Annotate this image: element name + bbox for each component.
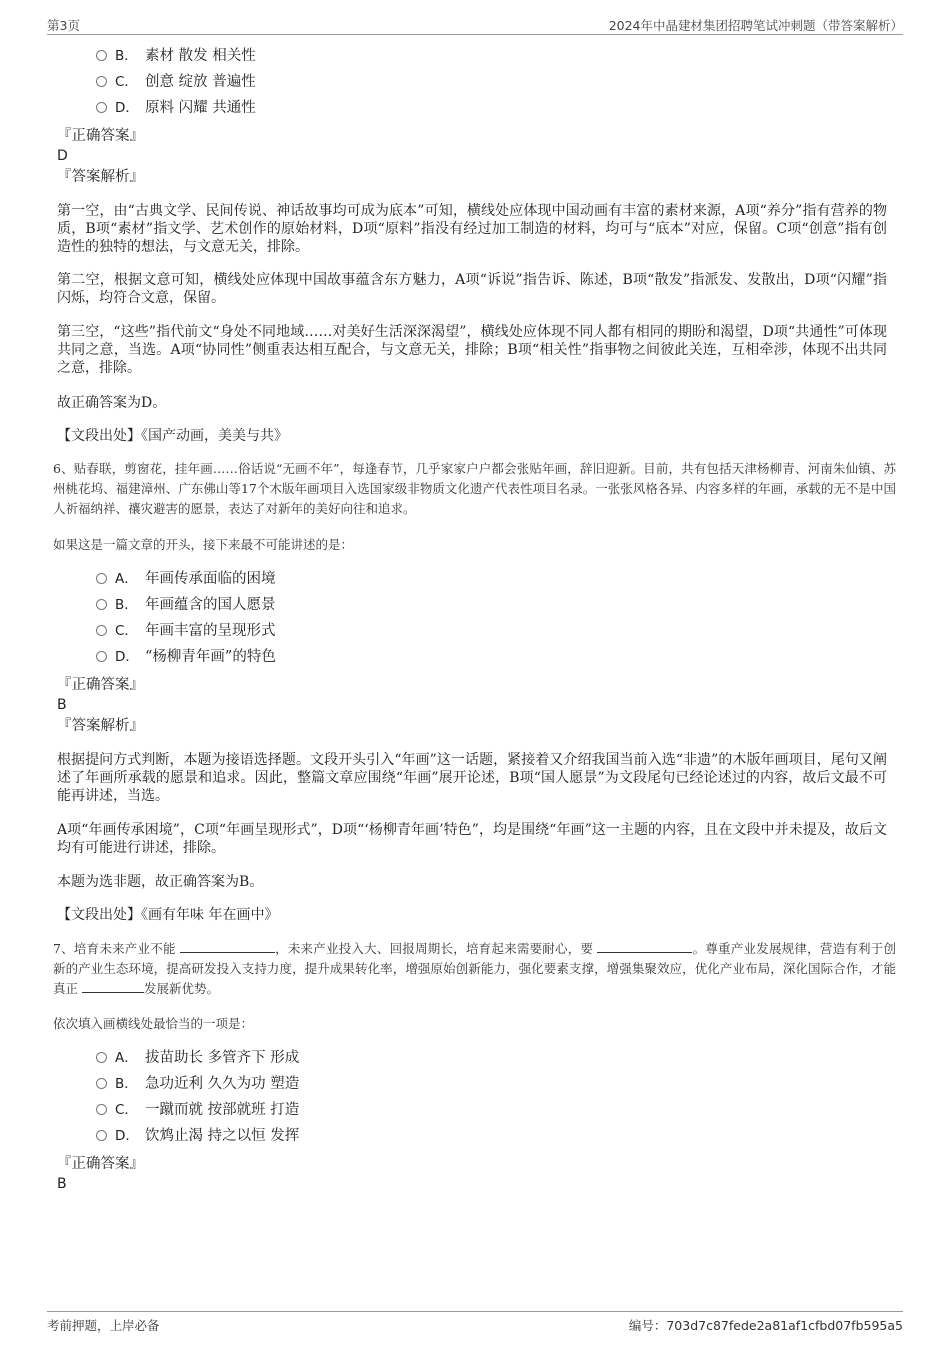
blank-3 [82,980,144,993]
q6-analysis-paragraph: 根据提问方式判断，本题为接语选择题。文段开头引入“年画”这一话题，紧接着又介绍我国当前入选“非遗”的木版年画项目，尾句又阐述了年画所承载的愿景和追求。因此，整篇文章应围绕“年画”展开论述，B项“国人愿景”为文段尾句已经论述过的内容，故后文最不可能再讲述，当选。 [57,752,887,804]
q5-source: 【文段出处】《国产动画，美美与共》 [57,428,288,444]
q6-answer-label: 『正确答案』 [57,677,144,693]
q6-option-b[interactable]: B． 年画蕴含的国人愿景 [96,594,276,616]
page-footer [47,1311,903,1334]
q6-option-d[interactable]: D． “杨柳青年画”的特色 [96,646,276,668]
radio-icon[interactable] [96,1052,107,1063]
q5-option-d[interactable]: D． 原料 闪耀 共通性 [96,97,256,119]
q5-analysis-paragraph: 第一空，由“古典文学、民间传说、神话故事均可成为底本”可知，横线处应体现中国动画有丰富的素材来源，A项“养分”指有营养的物质，B项“素材”指文学、艺术创作的原始材料，D项“原料”指没有经过加工制造的材料，均可与“底本”对应，保留。C项“创意”指有创造性的独特的想法，与文意无关，排除。 [57,203,887,255]
q6-prompt: 如果这是一篇文章的开头，接下来最不可能讲述的是： [53,537,354,552]
q7-question-text: 7、培育未来产业不能 ，未来产业投入大、回报周期长，培育起来需要耐心，要 。尊重产业发展规律，营造有利于创新的产业生态环境，提高研发投入支持力度，提升成果转化率，增强原始创新能力，强化要素支撑，增强集聚效应，优化产业布局，深化国际合作，才能真正 发展新优势。 [53,941,896,996]
radio-icon[interactable] [96,573,107,584]
document-code: 编号：703d7c87fede2a81af1cfbd07fb595a5 [628,1318,903,1333]
q7-answer: B [57,1176,67,1192]
q6-option-c[interactable]: C． 年画丰富的呈现形式 [96,620,276,642]
document-title: 2024年中晶建材集团招聘笔试冲刺题（带答案解析） [608,18,903,33]
radio-icon[interactable] [96,50,107,61]
q6-analysis-label: 『答案解析』 [57,718,144,734]
q7-option-c[interactable]: C． 一蹴而就 按部就班 打造 [96,1099,299,1121]
q5-conclusion: 故正确答案为D。 [57,395,167,411]
q7-option-d[interactable]: D． 饮鸩止渴 持之以恒 发挥 [96,1125,299,1147]
radio-icon[interactable] [96,1078,107,1089]
page-number: 第3页 [47,18,80,33]
q5-option-c[interactable]: C． 创意 绽放 普遍性 [96,71,256,93]
q6-source: 【文段出处】《画有年味 年在画中》 [57,907,279,923]
radio-icon[interactable] [96,76,107,87]
q5-analysis-paragraph: 第三空，“这些”指代前文“身处不同地域……对美好生活深深渴望”，横线处应体现不同人都有相同的期盼和渴望，D项“共通性”可体现共同之意，当选。A项“协同性”侧重表达相互配合，与文意无关，排除；B项“相关性”指事物之间彼此关连，互相牵涉，体现不出共同之意，排除。 [57,324,887,376]
q6-answer: B [57,697,67,713]
radio-icon[interactable] [96,1130,107,1141]
radio-icon[interactable] [96,102,107,113]
q6-conclusion: 本题为选非题，故正确答案为B。 [57,874,264,890]
q6-analysis-paragraph: A项“年画传承困境”，C项“年画呈现形式”，D项“‘杨柳青年画’特色”，均是围绕“年画”这一主题的内容，且在文段中并未提及，故后文均有可能进行讲述，排除。 [57,822,887,856]
q5-analysis-label: 『答案解析』 [57,169,144,185]
radio-icon[interactable] [96,651,107,662]
q7-option-b[interactable]: B． 急功近利 久久为功 塑造 [96,1073,299,1095]
q6-question-text: 6、贴春联，剪窗花，挂年画……俗话说“无画不年”，每逢春节，几乎家家户户都会张贴年画，辞旧迎新。目前，共有包括天津杨柳青、河南朱仙镇、苏州桃花坞、福建漳州、广东佛山等17个木版年画项目入选国家级非物质文化遗产代表性项目名录。一张张风格各异、内容多样的年画，承载的无不是中国人祈福纳祥、禳灾避害的愿景，表达了对新年的美好向往和追求。 [53,461,896,516]
q6-option-a[interactable]: A． 年画传承面临的困境 [96,568,276,590]
q7-prompt: 依次填入画横线处最恰当的一项是： [53,1016,254,1031]
blank-2 [597,940,692,953]
q5-analysis-paragraph: 第二空，根据文意可知，横线处应体现中国故事蕴含东方魅力，A项“诉说”指告诉、陈述，B项“散发”指派发、发散出，D项“闪耀”指闪烁，均符合文意，保留。 [57,272,887,306]
blank-1 [180,940,275,953]
page-header [47,14,903,35]
q7-answer-label: 『正确答案』 [57,1156,144,1172]
radio-icon[interactable] [96,625,107,636]
q5-answer: D [57,148,68,164]
q5-option-b[interactable]: B． 素材 散发 相关性 [96,45,256,67]
radio-icon[interactable] [96,1104,107,1115]
q5-answer-label: 『正确答案』 [57,128,144,144]
q7-option-a[interactable]: A． 拔苗助长 多管齐下 形成 [96,1047,299,1069]
radio-icon[interactable] [96,599,107,610]
footer-slogan: 考前押题，上岸必备 [47,1318,160,1333]
